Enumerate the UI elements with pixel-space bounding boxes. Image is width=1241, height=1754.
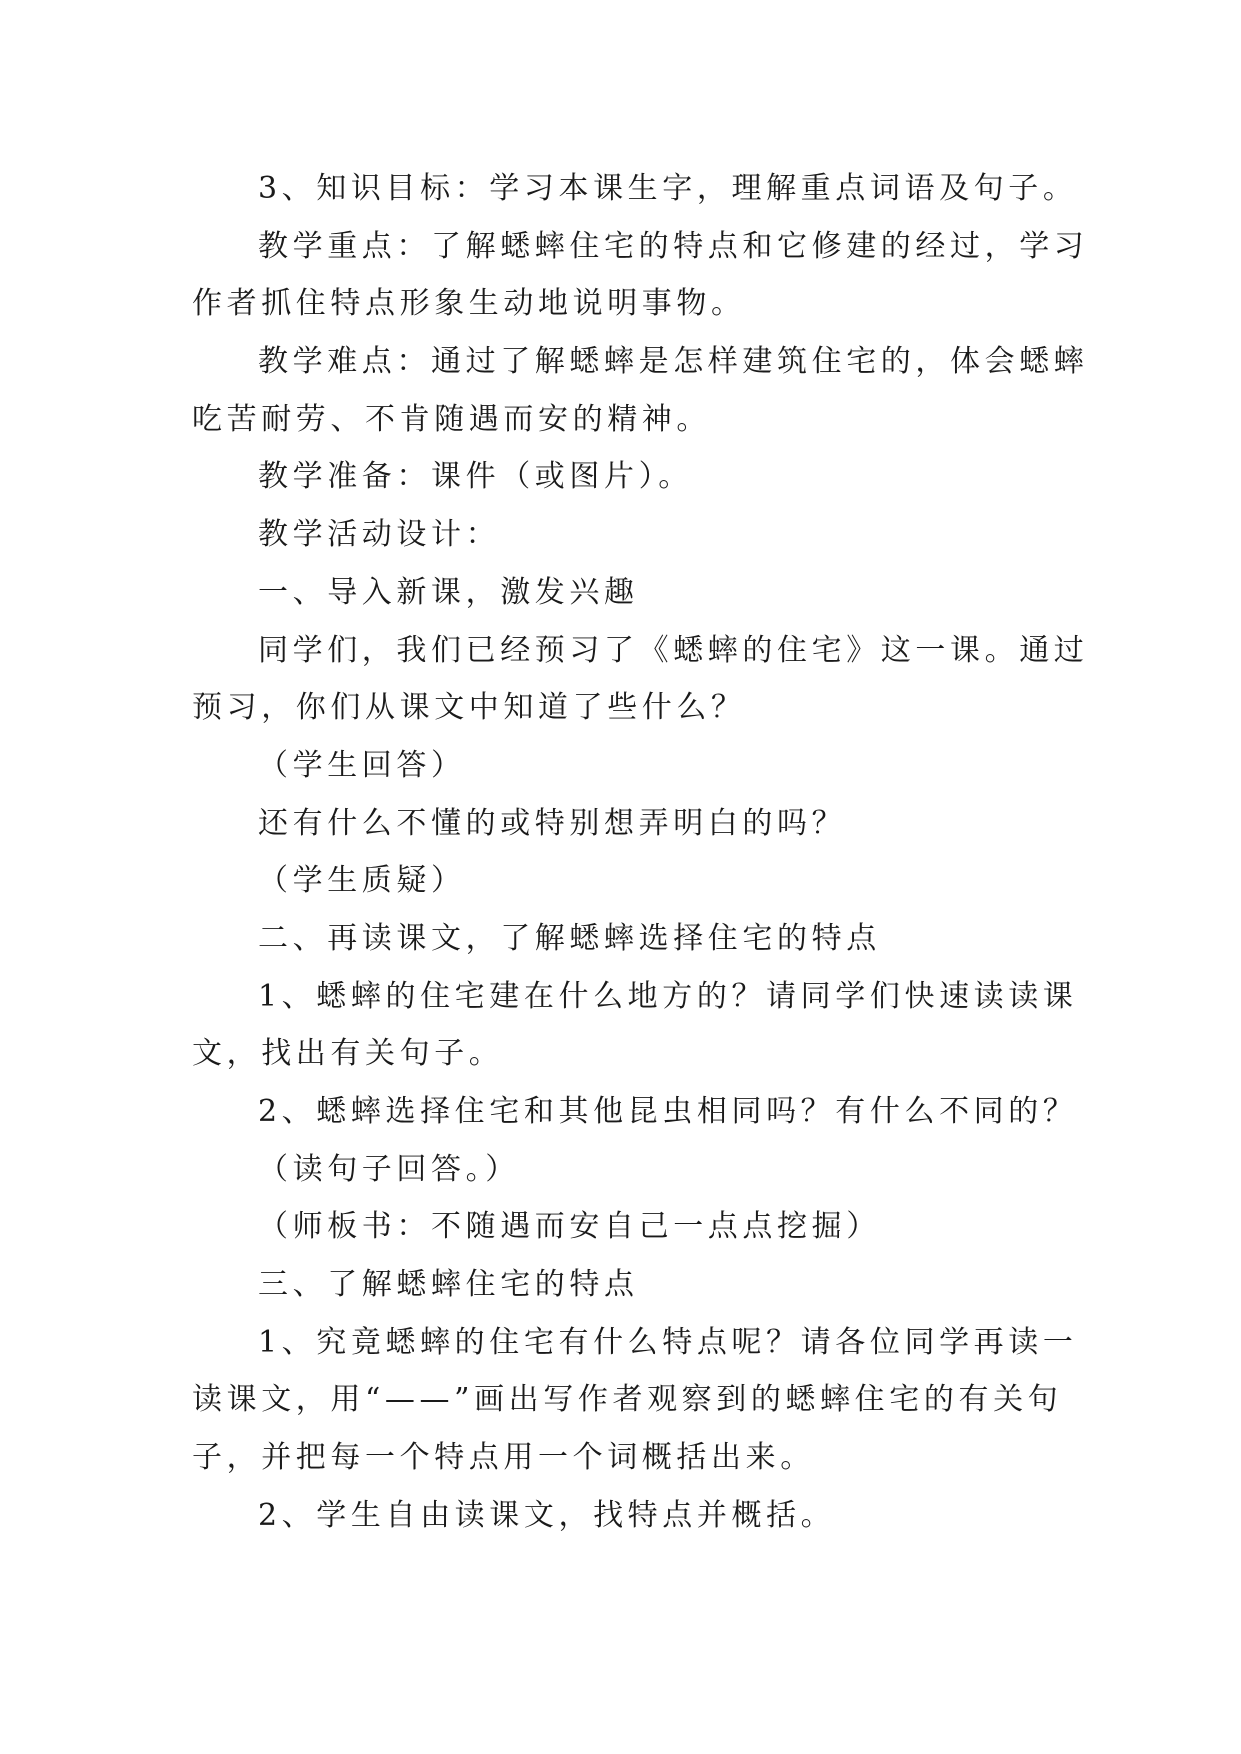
text-line: 吃苦耐劳、不肯随遇而安的精神。 [192,401,711,437]
text-line: 子，并把每一个特点用一个词概括出来。 [192,1440,815,1476]
text-line: 读课文，用“——”画出写作者观察到的蟋蟀住宅的有关句 [192,1382,1063,1418]
text-line: 2、蟋蟀选择住宅和其他昆虫相同吗？有什么不同的？ [258,1094,1078,1129]
section-heading: 一、导入新课，激发兴趣 [258,574,639,610]
text-line: 同学们，我们已经预习了《蟋蟀的住宅》这一课。通过 [258,632,1089,668]
text-line: 文，找出有关句子。 [192,1036,504,1072]
text-line: （学生质疑） [258,863,466,899]
text-line: 2、学生自由读课文，找特点并概括。 [258,1497,836,1533]
text-line: 教学准备：课件（或图片）。 [258,459,693,495]
text-line: 教学活动设计： [258,517,501,553]
text-line: 1、蟋蟀的住宅建在什么地方的？请同学们快速读读课 [258,978,1078,1014]
text-line: 教学难点：通过了解蟋蟀是怎样建筑住宅的，体会蟋蟀 [258,344,1089,380]
section-heading: 三、了解蟋蟀住宅的特点 [258,1267,639,1303]
text-line: （学生回答） [258,747,466,783]
text-line: 作者抓住特点形象生动地说明事物。 [192,286,746,322]
text-line: 预习，你们从课文中知道了些什么？ [192,690,746,726]
text-line: （读句子回答。） [258,1151,520,1187]
text-line: 教学重点：了解蟋蟀住宅的特点和它修建的经过，学习 [258,228,1089,264]
section-heading: 二、再读课文，了解蟋蟀选择住宅的特点 [258,920,881,956]
text-line: 还有什么不懂的或特别想弄明白的吗？ [258,805,847,841]
document-body [192,160,1089,1545]
text-line: （师板书：不随遇而安自己一点点挖掘） [258,1209,881,1245]
text-line: 1、究竟蟋蟀的住宅有什么特点呢？请各位同学再读一 [258,1324,1078,1360]
text-line: 3、知识目标：学习本课生字，理解重点词语及句子。 [258,171,1078,206]
